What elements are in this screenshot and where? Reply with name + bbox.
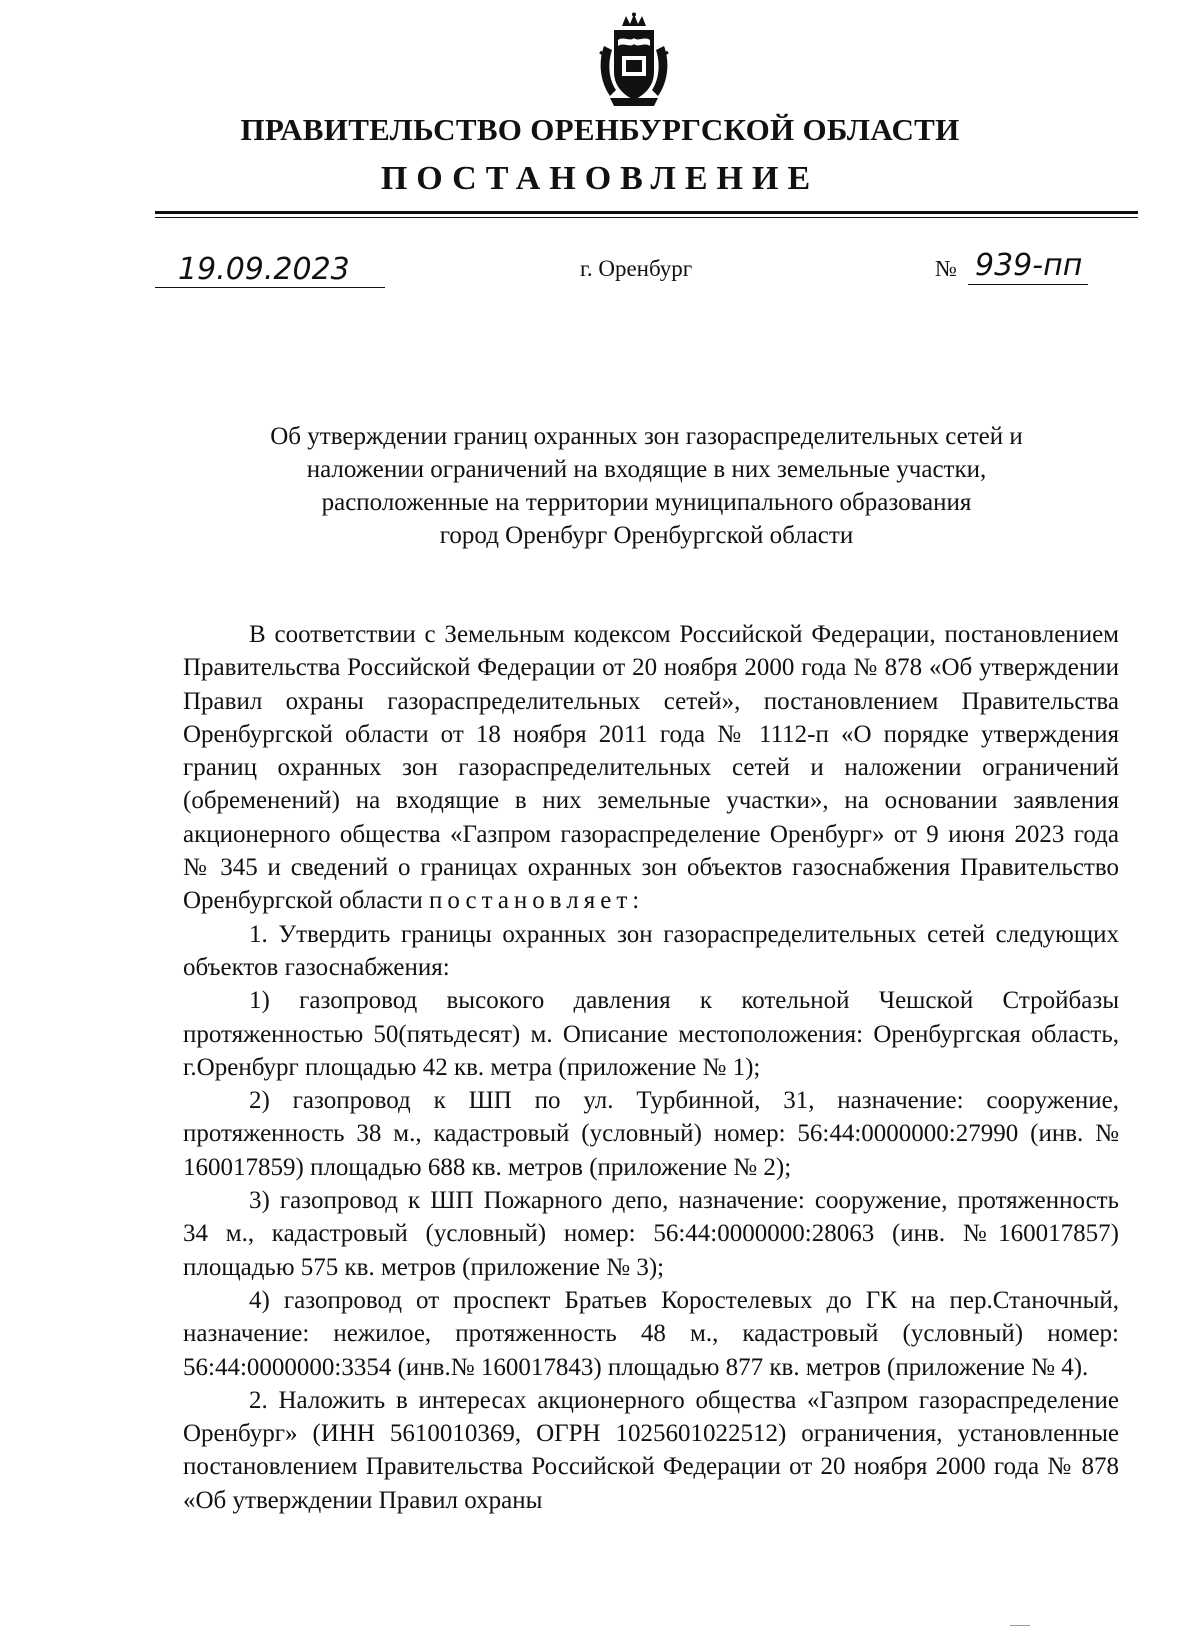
date-underline: [155, 287, 385, 288]
item-2: 2. Наложить в интересах акционерного общества «Газпром газораспределение Оренбург» (ИНН 5610010369, ОГРН 1025601022512) ограничения, установленные постановлением Правительства Российской Федерации от 20 ноября 2000 года № 878 «Об утверждении Правил охраны: [183, 1386, 1119, 1514]
document-city: г. Оренбург: [580, 256, 693, 281]
document-type: ПОСТАНОВЛЕНИЕ: [380, 160, 820, 197]
heading-line: город Оренбург Оренбургской области: [439, 522, 854, 549]
item-1: 1. Утвердить границы охранных зон газораспределительных сетей следующих объектов газоснабжения:: [183, 920, 1119, 981]
subitem-2: 2) газопровод к ШП по ул. Турбинной, 31, назначение: сооружение, протяженность 38 м., кадастровый (условный) номер: 56:44:0000000:27990 (инв. № 160017859) площадью 688 кв. метров (приложение № 2);: [183, 1087, 1119, 1181]
subitem-3: 3) газопровод к ШП Пожарного депо, назначение: сооружение, протяженность 34 м., кадастровый (условный) номер: 56:44:0000000:28063 (инв. №160017857) площадью 575 кв. метров (приложение № 3);: [183, 1187, 1119, 1281]
document-number: 939-пп: [975, 248, 1083, 283]
document-date: 19.09.2023: [178, 252, 350, 287]
subitem-4: 4) газопровод от проспект Братьев Коростелевых до ГК на пер.Станочный, назначение: нежилое, протяженность 48 м., кадастровый (условный) номер: 56:44:0000000:3354 (инв.№ 160017843) площадью 877 кв. метров (приложение № 4).: [183, 1286, 1119, 1381]
coat-of-arms-icon: [596, 12, 672, 108]
header-rule-thick: [155, 211, 1138, 214]
heading-line: Об утверждении границ охранных зон газораспределительных сетей и: [270, 423, 1023, 450]
document-body: [183, 618, 1119, 1517]
resolves-word: постановляет:: [428, 887, 645, 915]
government-title: ПРАВИТЕЛЬСТВО ОРЕНБУРГСКОЙ ОБЛАСТИ: [240, 112, 960, 147]
preamble-paragraph: [183, 618, 1119, 918]
heading-line: наложении ограничений на входящие в них земельные участки,: [306, 456, 987, 483]
number-sign: №: [935, 256, 957, 281]
preamble-text: В соответствии с Земельным кодексом Российской Федерации, постановлением Правительства Российской Федерации от 20 ноября 2000 года № 878 «Об утверждении Правил охраны газораспределительных сетей», постановлением Правительства Оренбургской области от 18 ноября 2011 года № 1112-п «О порядке утверждения границ охранных зон газораспределительных сетей и наложении ограничений (обременений) на входящие в них земельные участки», на основании заявления акционерного общества «Газпром газораспределение Оренбург» от 9 июня 2023 года № 345 и сведений о границах охранных зон объектов газоснабжения Правительство Оренбургской области: [183, 621, 1119, 915]
number-underline: [968, 284, 1088, 285]
document-heading: [155, 420, 1138, 552]
header-rule-thin: [155, 217, 1138, 218]
subitem-1: 1) газопровод высокого давления к котельной Чешской Стройбазы протяженностью 50(пятьдесят) м. Описание местоположения: Оренбургская область, г.Оренбург площадью 42 кв. метра (приложение № 1);: [183, 987, 1119, 1081]
heading-line: расположенные на территории муниципального образования: [321, 489, 972, 516]
page-footer-mark: [1010, 1625, 1030, 1626]
